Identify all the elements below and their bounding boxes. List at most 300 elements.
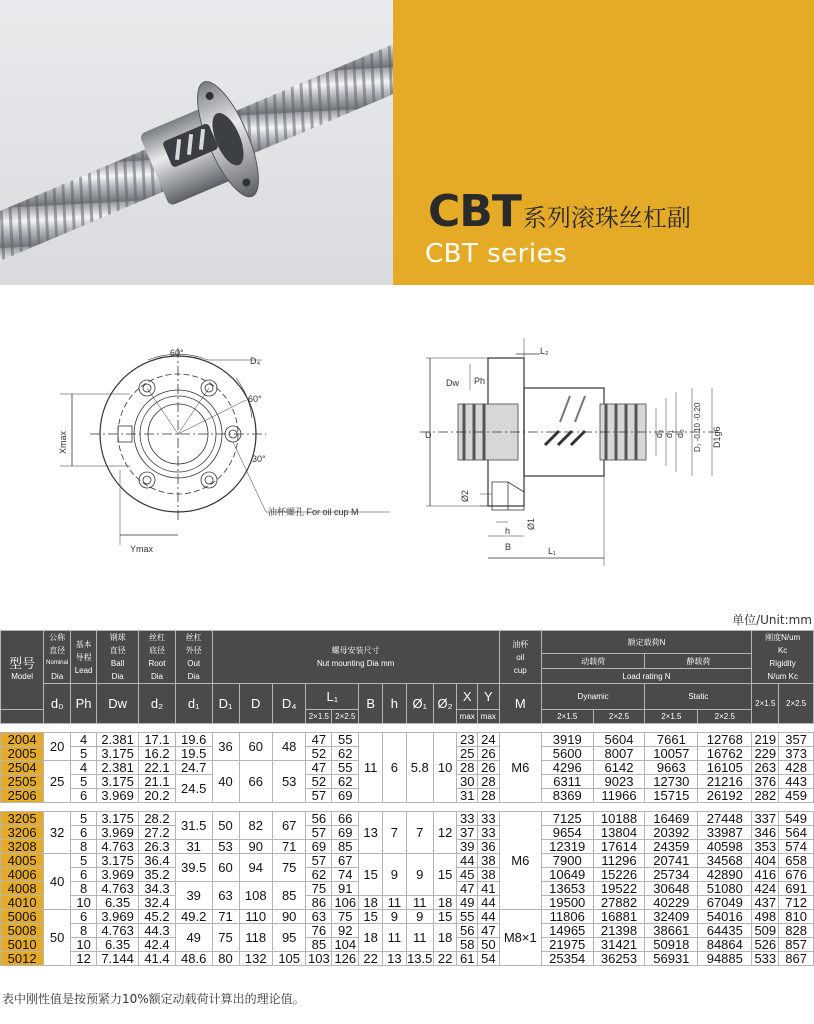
sta-b-cell: 94885 xyxy=(698,952,752,966)
th-out-cn2: 外径 xyxy=(185,646,202,655)
l1a-cell: 103 xyxy=(306,952,332,966)
bolt-d4-cell: 105 xyxy=(272,952,305,966)
th-phi2: Ø₂ xyxy=(433,684,457,724)
flange-d1-cell: 53 xyxy=(212,840,239,854)
phi2-cell: 18 xyxy=(433,924,457,952)
unit-label: 单位/Unit:mm xyxy=(732,613,812,627)
angle-60-top-label: 60° xyxy=(170,348,184,358)
sta-a-cell: 10057 xyxy=(645,747,698,761)
l1b-cell: 69 xyxy=(332,789,359,803)
nominal-dia-cell: 50 xyxy=(44,910,71,966)
root-dia-cell: 17.1 xyxy=(139,733,176,747)
out-dia-cell: 49 xyxy=(175,924,212,952)
y-cell: 38 xyxy=(477,854,499,868)
phi2-cell: 22 xyxy=(433,952,457,966)
flange-d1-cell: 80 xyxy=(212,952,239,966)
rigid-a-cell: 526 xyxy=(752,938,779,952)
sta-b-cell: 51080 xyxy=(698,882,752,896)
h-cell: 13 xyxy=(383,952,407,966)
h-label: h xyxy=(505,526,511,536)
th-dw: Dw xyxy=(97,684,139,724)
table-row xyxy=(1,854,814,868)
b-cell: 13 xyxy=(359,812,383,854)
phi2-label: Ø2 xyxy=(460,489,470,502)
l1b-cell: 62 xyxy=(332,747,359,761)
rigid-b-cell: 564 xyxy=(779,826,814,840)
sta-a-cell: 7661 xyxy=(645,733,698,747)
rigid-a-cell: 424 xyxy=(752,882,779,896)
root-dia-cell: 21.1 xyxy=(139,775,176,789)
big-d-label: D xyxy=(425,430,432,440)
dyn-b-cell: 6142 xyxy=(593,761,645,775)
root-dia-cell: 16.2 xyxy=(139,747,176,761)
rigid-b-cell: 549 xyxy=(779,812,814,826)
l1b-cell: 62 xyxy=(332,775,359,789)
lead-cell: 8 xyxy=(71,840,97,854)
bolt-d4-cell: 71 xyxy=(272,840,305,854)
table-row xyxy=(1,910,814,924)
model-cell: 4008 xyxy=(1,882,44,896)
x-cell: 45 xyxy=(457,868,478,882)
model-cell: 4010 xyxy=(1,896,44,910)
root-dia-cell: 41.4 xyxy=(139,952,176,966)
dyn-a-cell: 5600 xyxy=(541,747,593,761)
sta-b-cell: 67049 xyxy=(698,896,752,910)
model-cell: 2004 xyxy=(1,733,44,747)
l1-label: L₁ xyxy=(548,546,557,556)
rigid-a-cell: 346 xyxy=(752,826,779,840)
th-nut-en: Nut mounting Dia mm xyxy=(316,659,395,668)
lead-cell: 10 xyxy=(71,896,97,910)
flange-d-cell: 66 xyxy=(239,761,272,803)
ball-dia-cell: 7.144 xyxy=(97,952,139,966)
th-l1-a: 2×1.5 xyxy=(306,710,332,724)
l1b-cell: 55 xyxy=(332,761,359,775)
th-load-cn: 额定载荷N xyxy=(627,637,666,647)
y-cell: 36 xyxy=(477,840,499,854)
l1a-cell: 85 xyxy=(306,938,332,952)
bolt-d4-cell: 53 xyxy=(272,761,305,803)
lead-cell: 4 xyxy=(71,733,97,747)
bolt-d4-cell: 85 xyxy=(272,882,305,910)
phi1-label: Ø1 xyxy=(526,517,536,530)
l1b-cell: 104 xyxy=(332,938,359,952)
lead-cell: 10 xyxy=(71,938,97,952)
out-dia-cell: 48.6 xyxy=(175,952,212,966)
h-cell: 11 xyxy=(383,896,407,910)
th-rigid-unit: N/um Kc xyxy=(767,672,798,681)
technical-drawings xyxy=(0,330,814,580)
th-b: B xyxy=(359,684,383,724)
th-nominal-en2: Dia xyxy=(51,672,64,681)
l1a-cell: 62 xyxy=(306,868,332,882)
phi2-cell: 12 xyxy=(433,812,457,854)
ball-dia-cell: 2.381 xyxy=(97,761,139,775)
l1a-cell: 86 xyxy=(306,896,332,910)
y-cell: 41 xyxy=(477,882,499,896)
bolt-d4-cell: 67 xyxy=(272,812,305,840)
dyn-b-cell: 36253 xyxy=(593,952,645,966)
l1a-cell: 47 xyxy=(306,733,332,747)
l1b-cell: 92 xyxy=(332,924,359,938)
y-cell: 33 xyxy=(477,826,499,840)
bolt-d4-cell: 90 xyxy=(272,910,305,924)
rigid-a-cell: 498 xyxy=(752,910,779,924)
flange-d-cell: 110 xyxy=(239,910,272,924)
th-root-cn2: 底径 xyxy=(148,646,165,655)
x-cell: 56 xyxy=(457,924,478,938)
y-cell: 24 xyxy=(477,733,499,747)
model-cell: 2504 xyxy=(1,761,44,775)
th-out-en2: Dia xyxy=(187,672,200,681)
model-cell: 3208 xyxy=(1,840,44,854)
phi1-cell: 9 xyxy=(406,854,433,896)
dyn-b-cell: 19522 xyxy=(593,882,645,896)
xmax-label: Xmax xyxy=(58,430,68,454)
x-cell: 58 xyxy=(457,938,478,952)
flange-d1-cell: 60 xyxy=(212,854,239,882)
root-dia-cell: 20.2 xyxy=(139,789,176,803)
lead-cell: 5 xyxy=(71,854,97,868)
footnote: 表中刚性值是按预紧力10%额定动载荷计算出的理论值。 xyxy=(2,992,305,1006)
flange-d-cell: 60 xyxy=(239,733,272,761)
sta-b-cell: 16105 xyxy=(698,761,752,775)
rigid-b-cell: 828 xyxy=(779,924,814,938)
rigid-b-cell: 810 xyxy=(779,910,814,924)
dyn-a-cell: 10649 xyxy=(541,868,593,882)
table-row xyxy=(1,896,814,910)
th-lead-cn2: 导程 xyxy=(75,652,92,662)
x-cell: 39 xyxy=(457,840,478,854)
sta-b-cell: 64435 xyxy=(698,924,752,938)
dyn-b-cell: 31421 xyxy=(593,938,645,952)
dyn-b-cell: 11296 xyxy=(593,854,645,868)
rigid-a-cell: 533 xyxy=(752,952,779,966)
dyn-b-cell: 15226 xyxy=(593,868,645,882)
y-cell: 38 xyxy=(477,868,499,882)
phi2-cell: 18 xyxy=(433,896,457,910)
lead-cell: 5 xyxy=(71,812,97,826)
dw-label: Dw xyxy=(446,378,459,388)
rigid-a-cell: 219 xyxy=(752,733,779,747)
sta-a-cell: 16469 xyxy=(645,812,698,826)
dyn-b-cell: 5604 xyxy=(593,733,645,747)
sta-b-cell: 16762 xyxy=(698,747,752,761)
th-oil-en2: cup xyxy=(513,665,527,675)
b-cell: 11 xyxy=(359,733,383,803)
dyn-b-cell: 21398 xyxy=(593,924,645,938)
dyn-a-cell: 3919 xyxy=(541,733,593,747)
h-cell: 9 xyxy=(383,910,407,924)
th-sta-a: 2×1.5 xyxy=(645,710,698,724)
sta-a-cell: 38661 xyxy=(645,924,698,938)
l1b-cell: 74 xyxy=(332,868,359,882)
h-cell: 6 xyxy=(383,733,407,803)
th-ball-en1: Ball xyxy=(110,659,125,668)
y-cell: 54 xyxy=(477,952,499,966)
th-l1: L₁ xyxy=(306,684,359,710)
x-cell: 33 xyxy=(457,812,478,826)
sta-b-cell: 33987 xyxy=(698,826,752,840)
sta-b-cell: 12768 xyxy=(698,733,752,747)
l1b-cell: 91 xyxy=(332,882,359,896)
th-d1: d₁ xyxy=(175,684,212,724)
flange-d1-cell: 40 xyxy=(212,761,239,803)
th-model-cn: 型号 xyxy=(9,656,36,671)
l1b-cell: 85 xyxy=(332,840,359,854)
l1a-cell: 47 xyxy=(306,761,332,775)
model-cell: 4006 xyxy=(1,868,44,882)
th-sta-cn: 静载荷 xyxy=(645,654,752,669)
y-cell: 28 xyxy=(477,789,499,803)
l1b-cell: 106 xyxy=(332,896,359,910)
dyn-a-cell: 7125 xyxy=(541,812,593,826)
root-dia-cell: 45.2 xyxy=(139,910,176,924)
model-cell: 2005 xyxy=(1,747,44,761)
d4-label: D₄ xyxy=(250,356,261,366)
ball-dia-cell: 4.763 xyxy=(97,882,139,896)
phi1-cell: 5.8 xyxy=(406,733,433,803)
y-cell: 26 xyxy=(477,747,499,761)
lead-cell: 5 xyxy=(71,775,97,789)
phi1-cell: 13.5 xyxy=(407,951,433,966)
dyn-a-cell: 11806 xyxy=(541,910,593,924)
th-nominal-cn1: 公称 xyxy=(49,633,66,642)
rigid-b-cell: 574 xyxy=(779,840,814,854)
d1-tolerance-label: D₁ -0.10 -0.20 xyxy=(693,402,702,452)
b-cell: 22 xyxy=(359,952,383,966)
root-dia-cell: 44.3 xyxy=(139,924,176,938)
oil-cup-label: 油杯螺孔 For oil cup M xyxy=(268,507,359,517)
phi2-cell: 10 xyxy=(433,733,457,803)
title-en: CBT series xyxy=(425,239,568,269)
dyn-a-cell: 21975 xyxy=(541,938,593,952)
l1a-cell: 56 xyxy=(306,812,332,826)
nominal-dia-cell: 25 xyxy=(44,761,71,803)
ball-dia-cell: 3.969 xyxy=(97,910,139,924)
model-cell: 5012 xyxy=(1,952,44,966)
ball-dia-cell: 3.969 xyxy=(97,868,139,882)
sta-a-cell: 12730 xyxy=(645,775,698,789)
flange-d-cell: 118 xyxy=(239,924,272,952)
rigid-b-cell: 658 xyxy=(779,854,814,868)
dyn-a-cell: 19500 xyxy=(541,896,593,910)
h-cell: 7 xyxy=(383,812,407,854)
flange-d-cell: 94 xyxy=(239,854,272,882)
nominal-dia-cell: 40 xyxy=(44,854,71,910)
b-cell: 15 xyxy=(359,854,383,896)
th-y: Y xyxy=(477,684,499,710)
l1b-cell: 55 xyxy=(332,733,359,747)
l1a-cell: 57 xyxy=(306,826,332,840)
th-dyn-cn: 动载荷 xyxy=(541,654,645,669)
h-cell: 11 xyxy=(383,924,407,952)
sta-a-cell: 30648 xyxy=(645,882,698,896)
flange-d-cell: 82 xyxy=(239,812,272,840)
th-ball-en2: Dia xyxy=(111,672,124,681)
rigid-a-cell: 337 xyxy=(752,812,779,826)
th-ball-cn2: 直径 xyxy=(109,646,126,655)
th-load xyxy=(541,631,751,654)
x-cell: 28 xyxy=(457,761,478,775)
ymax-label: Ymax xyxy=(130,544,154,554)
rigid-a-cell: 404 xyxy=(752,854,779,868)
th-h: h xyxy=(383,684,407,724)
th-nut xyxy=(212,631,499,684)
lead-cell: 6 xyxy=(71,868,97,882)
nominal-dia-cell: 32 xyxy=(44,812,71,854)
l1a-cell: 76 xyxy=(306,924,332,938)
dyn-a-cell: 13653 xyxy=(541,882,593,896)
sta-b-cell: 34568 xyxy=(698,854,752,868)
oil-cup-cell: M8×1 xyxy=(499,910,541,966)
th-out-cn1: 丝杠 xyxy=(185,633,202,642)
y-cell: 33 xyxy=(477,812,499,826)
ball-dia-cell: 3.175 xyxy=(97,854,139,868)
title-bold: CBT xyxy=(428,186,521,237)
flange-d1-cell: 63 xyxy=(212,882,239,910)
dyn-b-cell: 16881 xyxy=(593,910,645,924)
th-pre-2: 2×2.5 xyxy=(779,684,814,724)
spec-table xyxy=(0,630,814,966)
th-root xyxy=(139,631,176,684)
product-title xyxy=(428,186,691,237)
b-label: B xyxy=(505,542,512,552)
sta-b-cell: 27448 xyxy=(698,812,752,826)
l2-label: L₂ xyxy=(540,346,549,356)
ball-dia-cell: 3.969 xyxy=(97,789,139,803)
l1a-cell: 57 xyxy=(306,789,332,803)
th-cap-d1: D₁ xyxy=(212,684,239,724)
model-cell: 3205 xyxy=(1,812,44,826)
x-cell: 47 xyxy=(457,882,478,896)
th-cap-d4: D₄ xyxy=(272,684,305,724)
out-dia-cell: 19.5 xyxy=(175,747,212,761)
model-cell: 4005 xyxy=(1,854,44,868)
lead-cell: 6 xyxy=(71,910,97,924)
ball-dia-cell: 6.35 xyxy=(97,896,139,910)
th-ball-cn1: 钢球 xyxy=(109,633,126,642)
table-row xyxy=(1,952,814,966)
lead-cell: 5 xyxy=(71,747,97,761)
dyn-a-cell: 4296 xyxy=(541,761,593,775)
th-oil-cn: 油杯 xyxy=(512,639,529,649)
sta-a-cell: 56931 xyxy=(645,952,698,966)
out-dia-cell: 31 xyxy=(175,840,212,854)
sta-b-cell: 84864 xyxy=(698,938,752,952)
ball-dia-cell: 3.175 xyxy=(97,775,139,789)
rigid-b-cell: 443 xyxy=(779,775,814,789)
th-x-max: max xyxy=(457,710,478,724)
th-rigid-cn: 刚度N/um xyxy=(765,633,801,642)
th-phi1: Ø₁ xyxy=(406,684,433,724)
th-out xyxy=(175,631,212,684)
th-sta-b: 2×2.5 xyxy=(698,710,752,724)
sta-a-cell: 40229 xyxy=(645,896,698,910)
d0-label: d₀ xyxy=(675,429,685,438)
th-root-en2: Dia xyxy=(150,672,163,681)
th-lead-cn1: 基本 xyxy=(75,639,92,649)
th-nominal xyxy=(44,631,71,684)
model-cell: 5010 xyxy=(1,938,44,952)
phi1-cell: 9 xyxy=(406,910,433,924)
out-dia-cell: 39.5 xyxy=(175,854,212,882)
rigid-a-cell: 353 xyxy=(752,840,779,854)
x-cell: 55 xyxy=(457,910,478,924)
dyn-b-cell: 8007 xyxy=(593,747,645,761)
nominal-dia-cell: 20 xyxy=(44,733,71,761)
th-lead-en: Lead xyxy=(74,665,93,675)
sta-b-cell: 21216 xyxy=(698,775,752,789)
sta-b-cell: 54016 xyxy=(698,910,752,924)
d2-label: d₂ xyxy=(654,429,664,438)
flange-d1-cell: 50 xyxy=(212,812,239,840)
th-oil xyxy=(499,631,541,684)
rigid-a-cell: 437 xyxy=(752,896,779,910)
phi1-cell: 11 xyxy=(406,896,433,910)
out-dia-cell: 24.7 xyxy=(175,761,212,775)
bolt-d4-cell: 75 xyxy=(272,854,305,882)
th-ball xyxy=(97,631,139,684)
lead-cell: 4 xyxy=(71,761,97,775)
l1a-cell: 63 xyxy=(306,910,332,924)
th-oil-en1: oil xyxy=(516,652,525,662)
flange-d1-cell: 71 xyxy=(212,910,239,924)
flange-d-cell: 108 xyxy=(239,882,272,910)
side-view-drawing xyxy=(420,338,720,566)
dyn-a-cell: 25354 xyxy=(541,952,593,966)
phi1-cell: 11 xyxy=(406,924,433,952)
th-x: X xyxy=(457,684,478,710)
root-dia-cell: 28.2 xyxy=(139,812,176,826)
sta-a-cell: 20741 xyxy=(645,854,698,868)
sta-a-cell: 32409 xyxy=(645,910,698,924)
th-d0: d₀ xyxy=(44,684,71,724)
x-cell: 49 xyxy=(457,896,478,910)
ball-screw-photo xyxy=(0,0,393,285)
rigid-a-cell: 376 xyxy=(752,775,779,789)
rigid-b-cell: 428 xyxy=(779,761,814,775)
dyn-a-cell: 9654 xyxy=(541,826,593,840)
root-dia-cell: 22.1 xyxy=(139,761,176,775)
h-cell: 9 xyxy=(383,854,407,896)
out-dia-cell: 24.5 xyxy=(175,775,212,803)
phi2-cell: 15 xyxy=(433,910,457,924)
angle-30-label: 30° xyxy=(252,454,266,464)
dyn-b-cell: 13804 xyxy=(593,826,645,840)
sta-a-cell: 25734 xyxy=(645,868,698,882)
sta-a-cell: 9663 xyxy=(645,761,698,775)
dyn-b-cell: 11966 xyxy=(593,789,645,803)
x-cell: 25 xyxy=(457,747,478,761)
b-cell: 15 xyxy=(359,910,383,924)
th-nominal-cn2: 直径 xyxy=(49,646,66,655)
th-cap-d: D xyxy=(239,684,272,724)
rigid-b-cell: 459 xyxy=(779,789,814,803)
th-out-en1: Out xyxy=(187,659,201,668)
th-rigid-en: Rigidity xyxy=(769,659,796,668)
sta-b-cell: 40598 xyxy=(698,840,752,854)
ball-dia-cell: 2.381 xyxy=(97,733,139,747)
y-cell: 26 xyxy=(477,761,499,775)
th-nut-cn: 螺母安装尺寸 xyxy=(331,646,380,655)
oil-cup-cell: M6 xyxy=(499,733,541,803)
dyn-b-cell: 17614 xyxy=(593,840,645,854)
rigid-b-cell: 857 xyxy=(779,938,814,952)
model-cell: 2505 xyxy=(1,775,44,789)
th-rigid xyxy=(752,631,814,684)
th-model-en: Model xyxy=(11,672,33,681)
